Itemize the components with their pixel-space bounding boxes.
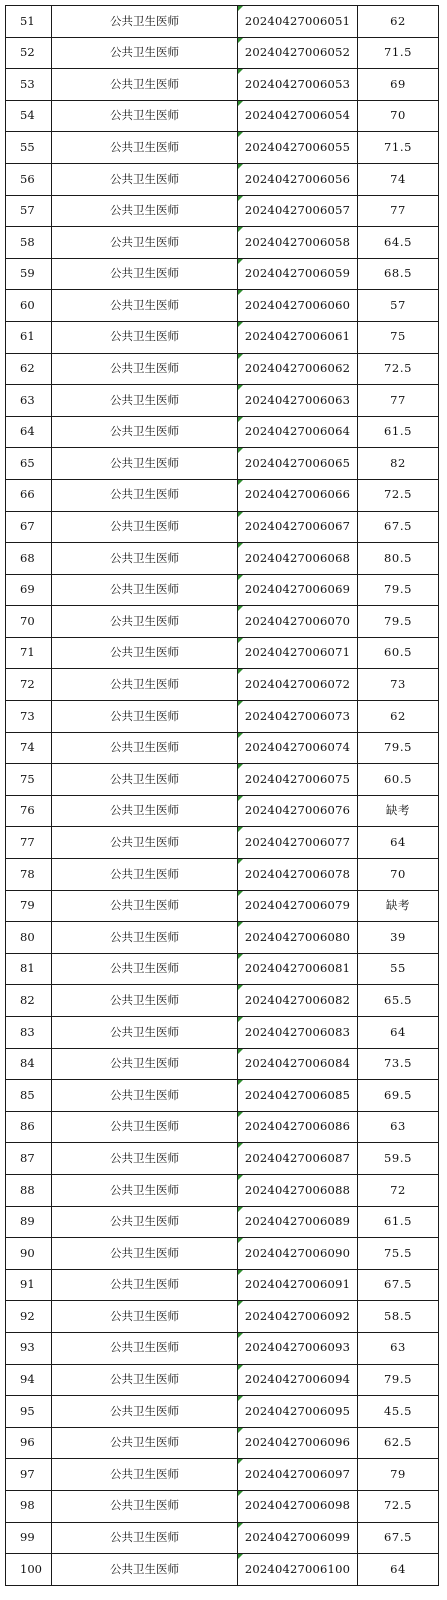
table-row <box>6 1080 439 1112</box>
position-cell: 公共卫生医师 <box>52 637 238 669</box>
table-row <box>6 1048 439 1080</box>
table-row <box>6 764 439 796</box>
table-row <box>6 100 439 132</box>
row-number-cell: 89 <box>6 1206 52 1238</box>
row-number-cell: 90 <box>6 1238 52 1270</box>
table-row <box>6 574 439 606</box>
exam-id-cell: 20240427006053 <box>238 69 358 101</box>
exam-id-cell: 20240427006090 <box>238 1238 358 1270</box>
position-cell: 公共卫生医师 <box>52 543 238 575</box>
score-cell: 67.5 <box>358 1269 439 1301</box>
position-cell: 公共卫生医师 <box>52 1301 238 1333</box>
position-cell: 公共卫生医师 <box>52 890 238 922</box>
score-cell: 75 <box>358 321 439 353</box>
position-cell: 公共卫生医师 <box>52 258 238 290</box>
row-number-cell: 100 <box>6 1554 52 1586</box>
row-number-cell: 77 <box>6 827 52 859</box>
row-number-cell: 92 <box>6 1301 52 1333</box>
score-cell: 72.5 <box>358 479 439 511</box>
position-cell: 公共卫生医师 <box>52 195 238 227</box>
row-number-cell: 70 <box>6 606 52 638</box>
table-row <box>6 195 439 227</box>
score-cell: 64 <box>358 1017 439 1049</box>
exam-id-cell: 20240427006060 <box>238 290 358 322</box>
table-row <box>6 163 439 195</box>
table-row <box>6 1017 439 1049</box>
position-cell: 公共卫生医师 <box>52 1269 238 1301</box>
table-row <box>6 1459 439 1491</box>
position-cell: 公共卫生医师 <box>52 827 238 859</box>
position-cell: 公共卫生医师 <box>52 1396 238 1428</box>
score-cell: 62 <box>358 6 439 38</box>
score-cell: 64 <box>358 827 439 859</box>
table-row <box>6 1111 439 1143</box>
exam-id-cell: 20240427006082 <box>238 985 358 1017</box>
row-number-cell: 94 <box>6 1364 52 1396</box>
exam-id-cell: 20240427006092 <box>238 1301 358 1333</box>
score-cell: 79 <box>358 1459 439 1491</box>
score-cell: 61.5 <box>358 1206 439 1238</box>
table-row <box>6 258 439 290</box>
position-cell: 公共卫生医师 <box>52 922 238 954</box>
score-cell: 64.5 <box>358 227 439 259</box>
position-cell: 公共卫生医师 <box>52 448 238 480</box>
table-row <box>6 922 439 954</box>
table-row <box>6 1238 439 1270</box>
position-cell: 公共卫生医师 <box>52 163 238 195</box>
row-number-cell: 99 <box>6 1522 52 1554</box>
table-row <box>6 479 439 511</box>
row-number-cell: 64 <box>6 416 52 448</box>
position-cell: 公共卫生医师 <box>52 1143 238 1175</box>
score-cell: 61.5 <box>358 416 439 448</box>
table-row <box>6 732 439 764</box>
exam-id-cell: 20240427006079 <box>238 890 358 922</box>
row-number-cell: 66 <box>6 479 52 511</box>
row-number-cell: 88 <box>6 1174 52 1206</box>
table-row <box>6 1332 439 1364</box>
table-row <box>6 606 439 638</box>
row-number-cell: 98 <box>6 1490 52 1522</box>
table-row <box>6 827 439 859</box>
exam-id-cell: 20240427006057 <box>238 195 358 227</box>
exam-id-cell: 20240427006068 <box>238 543 358 575</box>
position-cell: 公共卫生医师 <box>52 985 238 1017</box>
exam-id-cell: 20240427006089 <box>238 1206 358 1238</box>
exam-id-cell: 20240427006085 <box>238 1080 358 1112</box>
table-row <box>6 1301 439 1333</box>
table-row <box>6 227 439 259</box>
row-number-cell: 69 <box>6 574 52 606</box>
row-number-cell: 65 <box>6 448 52 480</box>
exam-id-cell: 20240427006099 <box>238 1522 358 1554</box>
position-cell: 公共卫生医师 <box>52 701 238 733</box>
exam-id-cell: 20240427006052 <box>238 37 358 69</box>
table-row <box>6 321 439 353</box>
score-cell: 74 <box>358 163 439 195</box>
table-row <box>6 1174 439 1206</box>
score-cell: 68.5 <box>358 258 439 290</box>
row-number-cell: 72 <box>6 669 52 701</box>
score-cell: 72.5 <box>358 353 439 385</box>
row-number-cell: 68 <box>6 543 52 575</box>
table-row <box>6 890 439 922</box>
position-cell: 公共卫生医师 <box>52 764 238 796</box>
exam-id-cell: 20240427006056 <box>238 163 358 195</box>
exam-id-cell: 20240427006100 <box>238 1554 358 1586</box>
table-row <box>6 859 439 891</box>
table-row <box>6 701 439 733</box>
score-cell: 45.5 <box>358 1396 439 1428</box>
position-cell: 公共卫生医师 <box>52 1364 238 1396</box>
row-number-cell: 61 <box>6 321 52 353</box>
exam-id-cell: 20240427006078 <box>238 859 358 891</box>
position-cell: 公共卫生医师 <box>52 132 238 164</box>
exam-id-cell: 20240427006062 <box>238 353 358 385</box>
position-cell: 公共卫生医师 <box>52 1206 238 1238</box>
table-row <box>6 1490 439 1522</box>
exam-id-cell: 20240427006064 <box>238 416 358 448</box>
table-row <box>6 985 439 1017</box>
table-row <box>6 637 439 669</box>
position-cell: 公共卫生医师 <box>52 321 238 353</box>
position-cell: 公共卫生医师 <box>52 290 238 322</box>
exam-id-cell: 20240427006065 <box>238 448 358 480</box>
position-cell: 公共卫生医师 <box>52 1522 238 1554</box>
row-number-cell: 57 <box>6 195 52 227</box>
position-cell: 公共卫生医师 <box>52 795 238 827</box>
score-cell: 64 <box>358 1554 439 1586</box>
table-row <box>6 1396 439 1428</box>
score-cell: 82 <box>358 448 439 480</box>
position-cell: 公共卫生医师 <box>52 859 238 891</box>
position-cell: 公共卫生医师 <box>52 416 238 448</box>
score-cell: 73 <box>358 669 439 701</box>
score-table <box>5 5 439 1586</box>
exam-id-cell: 20240427006081 <box>238 953 358 985</box>
exam-id-cell: 20240427006096 <box>238 1427 358 1459</box>
table-row <box>6 385 439 417</box>
exam-id-cell: 20240427006054 <box>238 100 358 132</box>
position-cell: 公共卫生医师 <box>52 1459 238 1491</box>
position-cell: 公共卫生医师 <box>52 227 238 259</box>
score-cell: 75.5 <box>358 1238 439 1270</box>
row-number-cell: 81 <box>6 953 52 985</box>
exam-id-cell: 20240427006067 <box>238 511 358 543</box>
table-row <box>6 953 439 985</box>
position-cell: 公共卫生医师 <box>52 1332 238 1364</box>
table-row <box>6 1427 439 1459</box>
exam-id-cell: 20240427006061 <box>238 321 358 353</box>
position-cell: 公共卫生医师 <box>52 37 238 69</box>
position-cell: 公共卫生医师 <box>52 6 238 38</box>
row-number-cell: 62 <box>6 353 52 385</box>
exam-id-cell: 20240427006073 <box>238 701 358 733</box>
score-cell: 70 <box>358 859 439 891</box>
row-number-cell: 79 <box>6 890 52 922</box>
position-cell: 公共卫生医师 <box>52 732 238 764</box>
table-row <box>6 290 439 322</box>
exam-id-cell: 20240427006066 <box>238 479 358 511</box>
score-cell: 59.5 <box>358 1143 439 1175</box>
position-cell: 公共卫生医师 <box>52 669 238 701</box>
table-row <box>6 1269 439 1301</box>
position-cell: 公共卫生医师 <box>52 1080 238 1112</box>
score-table-body <box>6 6 439 1586</box>
exam-id-cell: 20240427006070 <box>238 606 358 638</box>
score-cell: 79.5 <box>358 1364 439 1396</box>
score-cell: 67.5 <box>358 511 439 543</box>
position-cell: 公共卫生医师 <box>52 1554 238 1586</box>
score-cell: 80.5 <box>358 543 439 575</box>
exam-id-cell: 20240427006075 <box>238 764 358 796</box>
row-number-cell: 75 <box>6 764 52 796</box>
row-number-cell: 71 <box>6 637 52 669</box>
exam-id-cell: 20240427006086 <box>238 1111 358 1143</box>
exam-id-cell: 20240427006077 <box>238 827 358 859</box>
row-number-cell: 52 <box>6 37 52 69</box>
row-number-cell: 56 <box>6 163 52 195</box>
position-cell: 公共卫生医师 <box>52 511 238 543</box>
position-cell: 公共卫生医师 <box>52 1111 238 1143</box>
score-cell: 71.5 <box>358 132 439 164</box>
position-cell: 公共卫生医师 <box>52 1017 238 1049</box>
row-number-cell: 95 <box>6 1396 52 1428</box>
exam-id-cell: 20240427006094 <box>238 1364 358 1396</box>
row-number-cell: 80 <box>6 922 52 954</box>
exam-id-cell: 20240427006098 <box>238 1490 358 1522</box>
exam-id-cell: 20240427006071 <box>238 637 358 669</box>
position-cell: 公共卫生医师 <box>52 69 238 101</box>
table-row <box>6 1364 439 1396</box>
score-cell: 缺考 <box>358 795 439 827</box>
score-cell: 69 <box>358 69 439 101</box>
score-cell: 65.5 <box>358 985 439 1017</box>
row-number-cell: 54 <box>6 100 52 132</box>
position-cell: 公共卫生医师 <box>52 353 238 385</box>
exam-id-cell: 20240427006097 <box>238 1459 358 1491</box>
row-number-cell: 97 <box>6 1459 52 1491</box>
score-cell: 55 <box>358 953 439 985</box>
score-cell: 72.5 <box>358 1490 439 1522</box>
score-cell: 79.5 <box>358 574 439 606</box>
row-number-cell: 76 <box>6 795 52 827</box>
score-cell: 39 <box>358 922 439 954</box>
row-number-cell: 53 <box>6 69 52 101</box>
position-cell: 公共卫生医师 <box>52 479 238 511</box>
row-number-cell: 74 <box>6 732 52 764</box>
table-row <box>6 1206 439 1238</box>
score-cell: 62.5 <box>358 1427 439 1459</box>
score-cell: 69.5 <box>358 1080 439 1112</box>
score-cell: 79.5 <box>358 606 439 638</box>
score-cell: 63 <box>358 1332 439 1364</box>
table-row <box>6 795 439 827</box>
table-row <box>6 448 439 480</box>
row-number-cell: 96 <box>6 1427 52 1459</box>
exam-id-cell: 20240427006069 <box>238 574 358 606</box>
position-cell: 公共卫生医师 <box>52 1490 238 1522</box>
position-cell: 公共卫生医师 <box>52 1048 238 1080</box>
score-cell: 73.5 <box>358 1048 439 1080</box>
row-number-cell: 73 <box>6 701 52 733</box>
score-cell: 77 <box>358 195 439 227</box>
exam-id-cell: 20240427006072 <box>238 669 358 701</box>
row-number-cell: 55 <box>6 132 52 164</box>
exam-id-cell: 20240427006095 <box>238 1396 358 1428</box>
row-number-cell: 82 <box>6 985 52 1017</box>
position-cell: 公共卫生医师 <box>52 100 238 132</box>
score-cell: 70 <box>358 100 439 132</box>
position-cell: 公共卫生医师 <box>52 953 238 985</box>
score-cell: 71.5 <box>358 37 439 69</box>
row-number-cell: 84 <box>6 1048 52 1080</box>
exam-id-cell: 20240427006084 <box>238 1048 358 1080</box>
row-number-cell: 85 <box>6 1080 52 1112</box>
table-row <box>6 6 439 38</box>
position-cell: 公共卫生医师 <box>52 606 238 638</box>
row-number-cell: 91 <box>6 1269 52 1301</box>
row-number-cell: 67 <box>6 511 52 543</box>
row-number-cell: 87 <box>6 1143 52 1175</box>
exam-id-cell: 20240427006076 <box>238 795 358 827</box>
table-row <box>6 1522 439 1554</box>
row-number-cell: 86 <box>6 1111 52 1143</box>
exam-id-cell: 20240427006080 <box>238 922 358 954</box>
row-number-cell: 51 <box>6 6 52 38</box>
table-row <box>6 1143 439 1175</box>
table-row <box>6 543 439 575</box>
score-cell: 62 <box>358 701 439 733</box>
position-cell: 公共卫生医师 <box>52 385 238 417</box>
row-number-cell: 83 <box>6 1017 52 1049</box>
table-row <box>6 416 439 448</box>
row-number-cell: 58 <box>6 227 52 259</box>
position-cell: 公共卫生医师 <box>52 1238 238 1270</box>
row-number-cell: 63 <box>6 385 52 417</box>
position-cell: 公共卫生医师 <box>52 574 238 606</box>
score-cell: 60.5 <box>358 764 439 796</box>
exam-id-cell: 20240427006091 <box>238 1269 358 1301</box>
exam-id-cell: 20240427006093 <box>238 1332 358 1364</box>
score-cell: 缺考 <box>358 890 439 922</box>
row-number-cell: 60 <box>6 290 52 322</box>
score-cell: 63 <box>358 1111 439 1143</box>
exam-id-cell: 20240427006058 <box>238 227 358 259</box>
score-cell: 58.5 <box>358 1301 439 1333</box>
score-cell: 67.5 <box>358 1522 439 1554</box>
table-row <box>6 69 439 101</box>
table-row <box>6 669 439 701</box>
row-number-cell: 59 <box>6 258 52 290</box>
row-number-cell: 93 <box>6 1332 52 1364</box>
table-row <box>6 132 439 164</box>
position-cell: 公共卫生医师 <box>52 1174 238 1206</box>
exam-id-cell: 20240427006055 <box>238 132 358 164</box>
score-cell: 57 <box>358 290 439 322</box>
exam-id-cell: 20240427006074 <box>238 732 358 764</box>
table-row <box>6 1554 439 1586</box>
table-row <box>6 511 439 543</box>
table-row <box>6 37 439 69</box>
exam-id-cell: 20240427006088 <box>238 1174 358 1206</box>
row-number-cell: 78 <box>6 859 52 891</box>
table-row <box>6 353 439 385</box>
exam-id-cell: 20240427006087 <box>238 1143 358 1175</box>
score-cell: 60.5 <box>358 637 439 669</box>
score-cell: 79.5 <box>358 732 439 764</box>
position-cell: 公共卫生医师 <box>52 1427 238 1459</box>
score-cell: 77 <box>358 385 439 417</box>
exam-id-cell: 20240427006063 <box>238 385 358 417</box>
exam-id-cell: 20240427006083 <box>238 1017 358 1049</box>
score-cell: 72 <box>358 1174 439 1206</box>
exam-id-cell: 20240427006059 <box>238 258 358 290</box>
exam-id-cell: 20240427006051 <box>238 6 358 38</box>
